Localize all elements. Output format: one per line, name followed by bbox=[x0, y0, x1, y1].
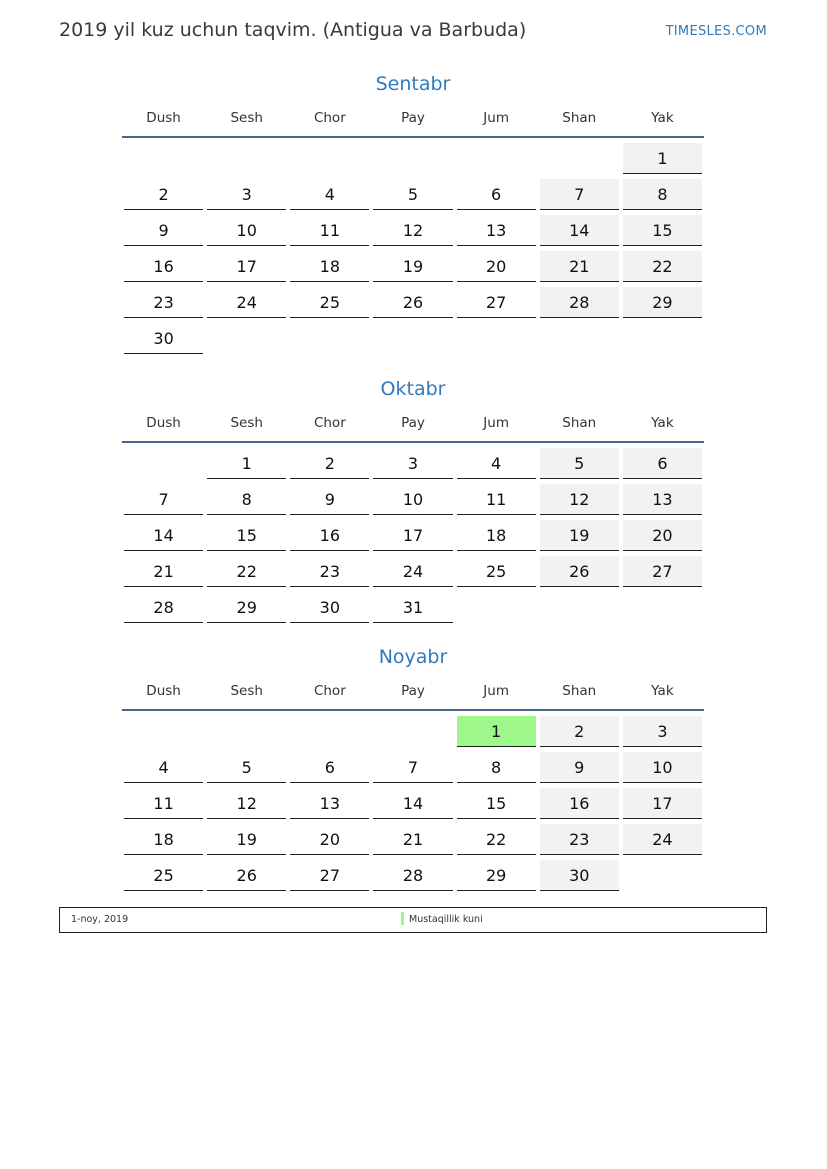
day-cell bbox=[288, 318, 371, 354]
day-cell bbox=[205, 246, 288, 282]
day-cell bbox=[288, 138, 371, 174]
day-number bbox=[623, 323, 702, 354]
day-number: 30 bbox=[540, 860, 619, 891]
day-cell bbox=[621, 318, 704, 354]
day-number: 6 bbox=[290, 752, 369, 783]
day-cell bbox=[122, 174, 205, 210]
day-cell bbox=[371, 551, 454, 587]
day-number bbox=[207, 716, 286, 747]
day-cell bbox=[455, 551, 538, 587]
weekday-label: Chor bbox=[313, 415, 346, 431]
weekday-label: Dush bbox=[146, 683, 181, 699]
day-number: 25 bbox=[290, 287, 369, 318]
brand-link[interactable]: TIMESLES.COM bbox=[665, 24, 767, 39]
day-number bbox=[373, 716, 452, 747]
day-number: 20 bbox=[457, 251, 536, 282]
weekday-label: Chor bbox=[313, 110, 346, 126]
day-cell bbox=[122, 855, 205, 891]
day-number: 1 bbox=[623, 143, 702, 174]
day-cell bbox=[455, 282, 538, 318]
day-cell bbox=[205, 174, 288, 210]
day-number: 26 bbox=[373, 287, 452, 318]
day-number: 2 bbox=[540, 716, 619, 747]
day-number: 8 bbox=[207, 484, 286, 515]
day-cell bbox=[538, 210, 621, 246]
day-cell bbox=[455, 747, 538, 783]
day-cell bbox=[205, 711, 288, 747]
day-number: 30 bbox=[124, 323, 203, 354]
day-cell bbox=[455, 138, 538, 174]
weekday-label: Dush bbox=[146, 110, 181, 126]
day-cell bbox=[455, 246, 538, 282]
day-number: 4 bbox=[290, 179, 369, 210]
day-cell bbox=[621, 515, 704, 551]
day-number: 18 bbox=[290, 251, 369, 282]
day-cell bbox=[371, 479, 454, 515]
day-cell bbox=[205, 515, 288, 551]
legend-holiday-marker bbox=[401, 912, 404, 925]
day-number: 2 bbox=[124, 179, 203, 210]
day-cell bbox=[455, 479, 538, 515]
weekday-label: Shan bbox=[562, 683, 597, 699]
day-cell bbox=[122, 443, 205, 479]
day-cell bbox=[621, 783, 704, 819]
day-cell bbox=[122, 587, 205, 623]
day-number: 11 bbox=[124, 788, 203, 819]
day-cell bbox=[621, 443, 704, 479]
day-cell bbox=[621, 282, 704, 318]
day-cell bbox=[288, 747, 371, 783]
day-number: 27 bbox=[623, 556, 702, 587]
day-cell bbox=[621, 138, 704, 174]
day-number: 29 bbox=[623, 287, 702, 318]
weekday-label: Jum bbox=[483, 110, 509, 126]
day-number: 3 bbox=[207, 179, 286, 210]
day-number: 30 bbox=[290, 592, 369, 623]
week-row bbox=[122, 479, 704, 515]
day-cell bbox=[122, 747, 205, 783]
day-cell bbox=[371, 174, 454, 210]
month-1 bbox=[122, 376, 704, 623]
day-cell bbox=[122, 282, 205, 318]
day-number: 25 bbox=[124, 860, 203, 891]
day-number: 16 bbox=[540, 788, 619, 819]
day-number: 24 bbox=[207, 287, 286, 318]
week-row bbox=[122, 138, 704, 174]
day-number: 2 bbox=[290, 448, 369, 479]
weekday-header bbox=[122, 410, 704, 436]
legend-date: 1-noy, 2019 bbox=[71, 914, 129, 925]
day-number: 15 bbox=[457, 788, 536, 819]
day-cell bbox=[371, 318, 454, 354]
day-cell bbox=[371, 443, 454, 479]
day-number bbox=[124, 716, 203, 747]
weekday-label: Sesh bbox=[230, 683, 263, 699]
week-row bbox=[122, 711, 704, 747]
day-cell bbox=[205, 551, 288, 587]
day-number: 24 bbox=[623, 824, 702, 855]
day-cell bbox=[371, 282, 454, 318]
day-cell bbox=[455, 174, 538, 210]
day-cell bbox=[205, 443, 288, 479]
day-cell bbox=[455, 711, 538, 747]
week-row bbox=[122, 443, 704, 479]
day-cell bbox=[288, 587, 371, 623]
day-number: 7 bbox=[540, 179, 619, 210]
day-cell bbox=[205, 138, 288, 174]
day-cell bbox=[455, 587, 538, 623]
day-number: 4 bbox=[457, 448, 536, 479]
day-cell bbox=[288, 282, 371, 318]
weekday-label: Shan bbox=[562, 110, 597, 126]
day-number bbox=[457, 592, 536, 623]
weekday-label: Pay bbox=[401, 683, 425, 699]
day-number: 23 bbox=[290, 556, 369, 587]
day-number: 29 bbox=[457, 860, 536, 891]
day-cell bbox=[122, 515, 205, 551]
day-number bbox=[207, 143, 286, 174]
day-cell bbox=[621, 479, 704, 515]
holiday-legend bbox=[59, 907, 767, 933]
day-number: 20 bbox=[623, 520, 702, 551]
day-number: 27 bbox=[290, 860, 369, 891]
day-number: 13 bbox=[290, 788, 369, 819]
day-number: 26 bbox=[207, 860, 286, 891]
day-cell bbox=[371, 711, 454, 747]
day-cell bbox=[538, 174, 621, 210]
day-number: 5 bbox=[207, 752, 286, 783]
day-cell bbox=[288, 711, 371, 747]
day-cell bbox=[455, 210, 538, 246]
day-cell bbox=[122, 711, 205, 747]
month-name: Noyabr bbox=[378, 646, 448, 668]
day-number bbox=[540, 323, 619, 354]
week-row bbox=[122, 783, 704, 819]
day-cell bbox=[288, 855, 371, 891]
day-number: 7 bbox=[124, 484, 203, 515]
day-cell bbox=[371, 246, 454, 282]
day-number bbox=[290, 143, 369, 174]
day-cell bbox=[122, 318, 205, 354]
day-number: 19 bbox=[540, 520, 619, 551]
day-cell bbox=[122, 783, 205, 819]
day-cell bbox=[538, 747, 621, 783]
day-cell bbox=[205, 819, 288, 855]
day-cell bbox=[205, 479, 288, 515]
week-row bbox=[122, 318, 704, 354]
day-cell bbox=[621, 819, 704, 855]
day-cell bbox=[538, 711, 621, 747]
day-number: 17 bbox=[207, 251, 286, 282]
week-row bbox=[122, 282, 704, 318]
day-number: 22 bbox=[623, 251, 702, 282]
day-cell bbox=[455, 855, 538, 891]
day-number: 3 bbox=[373, 448, 452, 479]
day-number bbox=[124, 448, 203, 479]
day-number bbox=[373, 323, 452, 354]
day-number: 8 bbox=[457, 752, 536, 783]
day-number: 18 bbox=[124, 824, 203, 855]
day-number: 23 bbox=[124, 287, 203, 318]
weekday-label: Jum bbox=[483, 415, 509, 431]
day-cell bbox=[538, 587, 621, 623]
day-cell bbox=[288, 246, 371, 282]
weekday-header bbox=[122, 678, 704, 704]
day-cell bbox=[621, 587, 704, 623]
day-cell bbox=[538, 318, 621, 354]
day-cell bbox=[122, 210, 205, 246]
day-cell bbox=[288, 551, 371, 587]
day-number: 9 bbox=[290, 484, 369, 515]
weekday-label: Chor bbox=[313, 683, 346, 699]
day-cell bbox=[371, 747, 454, 783]
day-cell bbox=[455, 783, 538, 819]
day-number: 13 bbox=[623, 484, 702, 515]
day-cell bbox=[538, 515, 621, 551]
week-row bbox=[122, 174, 704, 210]
day-number: 7 bbox=[373, 752, 452, 783]
day-number: 21 bbox=[124, 556, 203, 587]
day-cell bbox=[288, 783, 371, 819]
day-cell bbox=[538, 282, 621, 318]
day-number bbox=[457, 323, 536, 354]
month-2 bbox=[122, 644, 704, 891]
day-cell bbox=[621, 747, 704, 783]
day-cell bbox=[538, 855, 621, 891]
day-cell bbox=[455, 515, 538, 551]
day-cell bbox=[455, 318, 538, 354]
day-number: 11 bbox=[290, 215, 369, 246]
day-number: 28 bbox=[540, 287, 619, 318]
day-cell bbox=[371, 587, 454, 623]
day-number bbox=[540, 143, 619, 174]
day-number: 16 bbox=[124, 251, 203, 282]
day-cell bbox=[288, 174, 371, 210]
day-number: 5 bbox=[540, 448, 619, 479]
day-number: 6 bbox=[623, 448, 702, 479]
weekday-label: Dush bbox=[146, 415, 181, 431]
day-cell bbox=[538, 479, 621, 515]
day-cell bbox=[538, 246, 621, 282]
day-number: 28 bbox=[124, 592, 203, 623]
day-cell bbox=[371, 855, 454, 891]
day-number: 12 bbox=[207, 788, 286, 819]
day-cell bbox=[371, 783, 454, 819]
week-row bbox=[122, 819, 704, 855]
day-number bbox=[207, 323, 286, 354]
day-number: 21 bbox=[373, 824, 452, 855]
week-row bbox=[122, 210, 704, 246]
day-cell bbox=[455, 443, 538, 479]
day-number bbox=[457, 143, 536, 174]
day-cell bbox=[371, 210, 454, 246]
day-cell bbox=[205, 210, 288, 246]
weekday-label: Sesh bbox=[230, 110, 263, 126]
day-cell bbox=[288, 210, 371, 246]
week-row bbox=[122, 551, 704, 587]
day-cell bbox=[538, 783, 621, 819]
day-number: 31 bbox=[373, 592, 452, 623]
day-number: 10 bbox=[623, 752, 702, 783]
day-cell bbox=[205, 747, 288, 783]
weekday-label: Sesh bbox=[230, 415, 263, 431]
day-cell bbox=[205, 282, 288, 318]
day-number: 22 bbox=[207, 556, 286, 587]
day-number: 1 bbox=[207, 448, 286, 479]
day-number: 12 bbox=[540, 484, 619, 515]
day-number: 12 bbox=[373, 215, 452, 246]
day-number: 14 bbox=[373, 788, 452, 819]
day-cell bbox=[621, 711, 704, 747]
day-number bbox=[373, 143, 452, 174]
day-cell bbox=[538, 443, 621, 479]
day-number: 15 bbox=[207, 520, 286, 551]
weekday-header bbox=[122, 105, 704, 131]
day-number: 10 bbox=[373, 484, 452, 515]
day-number: 25 bbox=[457, 556, 536, 587]
day-number: 8 bbox=[623, 179, 702, 210]
day-number: 5 bbox=[373, 179, 452, 210]
day-number bbox=[623, 592, 702, 623]
day-number bbox=[124, 143, 203, 174]
day-number: 26 bbox=[540, 556, 619, 587]
day-cell bbox=[538, 551, 621, 587]
day-number: 6 bbox=[457, 179, 536, 210]
legend-holiday-name: Mustaqillik kuni bbox=[409, 914, 483, 925]
weekday-label: Pay bbox=[401, 110, 425, 126]
day-cell bbox=[288, 515, 371, 551]
day-number: 3 bbox=[623, 716, 702, 747]
week-row bbox=[122, 855, 704, 891]
day-number: 23 bbox=[540, 824, 619, 855]
day-cell bbox=[621, 855, 704, 891]
day-cell bbox=[288, 479, 371, 515]
day-number: 13 bbox=[457, 215, 536, 246]
day-number: 16 bbox=[290, 520, 369, 551]
month-name: Oktabr bbox=[380, 378, 446, 400]
day-number: 14 bbox=[124, 520, 203, 551]
day-cell bbox=[371, 515, 454, 551]
day-number bbox=[290, 716, 369, 747]
day-number: 28 bbox=[373, 860, 452, 891]
day-number: 11 bbox=[457, 484, 536, 515]
day-number: 19 bbox=[373, 251, 452, 282]
week-row bbox=[122, 747, 704, 783]
day-cell bbox=[371, 819, 454, 855]
day-cell bbox=[122, 819, 205, 855]
day-number: 20 bbox=[290, 824, 369, 855]
day-cell bbox=[205, 783, 288, 819]
day-cell bbox=[621, 174, 704, 210]
page-title: 2019 yil kuz uchun taqvim. (Antigua va Barbuda) bbox=[59, 19, 527, 41]
day-number: 27 bbox=[457, 287, 536, 318]
day-number: 1 bbox=[457, 716, 536, 747]
day-cell bbox=[371, 138, 454, 174]
day-number: 24 bbox=[373, 556, 452, 587]
day-number: 14 bbox=[540, 215, 619, 246]
month-0 bbox=[122, 71, 704, 354]
week-row bbox=[122, 515, 704, 551]
day-number: 17 bbox=[623, 788, 702, 819]
day-number: 22 bbox=[457, 824, 536, 855]
day-cell bbox=[122, 246, 205, 282]
day-number: 10 bbox=[207, 215, 286, 246]
weekday-label: Yak bbox=[651, 683, 674, 699]
week-row bbox=[122, 246, 704, 282]
day-cell bbox=[122, 479, 205, 515]
day-number: 9 bbox=[540, 752, 619, 783]
day-number bbox=[623, 860, 702, 891]
day-cell bbox=[122, 138, 205, 174]
day-cell bbox=[455, 819, 538, 855]
day-number: 17 bbox=[373, 520, 452, 551]
day-number bbox=[540, 592, 619, 623]
day-number: 4 bbox=[124, 752, 203, 783]
day-number: 18 bbox=[457, 520, 536, 551]
weekday-label: Yak bbox=[651, 415, 674, 431]
weekday-label: Shan bbox=[562, 415, 597, 431]
day-cell bbox=[538, 138, 621, 174]
day-cell bbox=[122, 551, 205, 587]
day-number: 29 bbox=[207, 592, 286, 623]
day-cell bbox=[621, 551, 704, 587]
day-number: 21 bbox=[540, 251, 619, 282]
day-cell bbox=[288, 819, 371, 855]
weekday-label: Jum bbox=[483, 683, 509, 699]
day-cell bbox=[621, 246, 704, 282]
weekday-label: Yak bbox=[651, 110, 674, 126]
weekday-label: Pay bbox=[401, 415, 425, 431]
week-row bbox=[122, 587, 704, 623]
day-cell bbox=[205, 587, 288, 623]
day-number: 15 bbox=[623, 215, 702, 246]
day-cell bbox=[205, 318, 288, 354]
month-name: Sentabr bbox=[375, 73, 451, 95]
day-number: 19 bbox=[207, 824, 286, 855]
day-number: 9 bbox=[124, 215, 203, 246]
day-cell bbox=[538, 819, 621, 855]
day-cell bbox=[621, 210, 704, 246]
day-cell bbox=[288, 443, 371, 479]
day-cell bbox=[205, 855, 288, 891]
day-number bbox=[290, 323, 369, 354]
